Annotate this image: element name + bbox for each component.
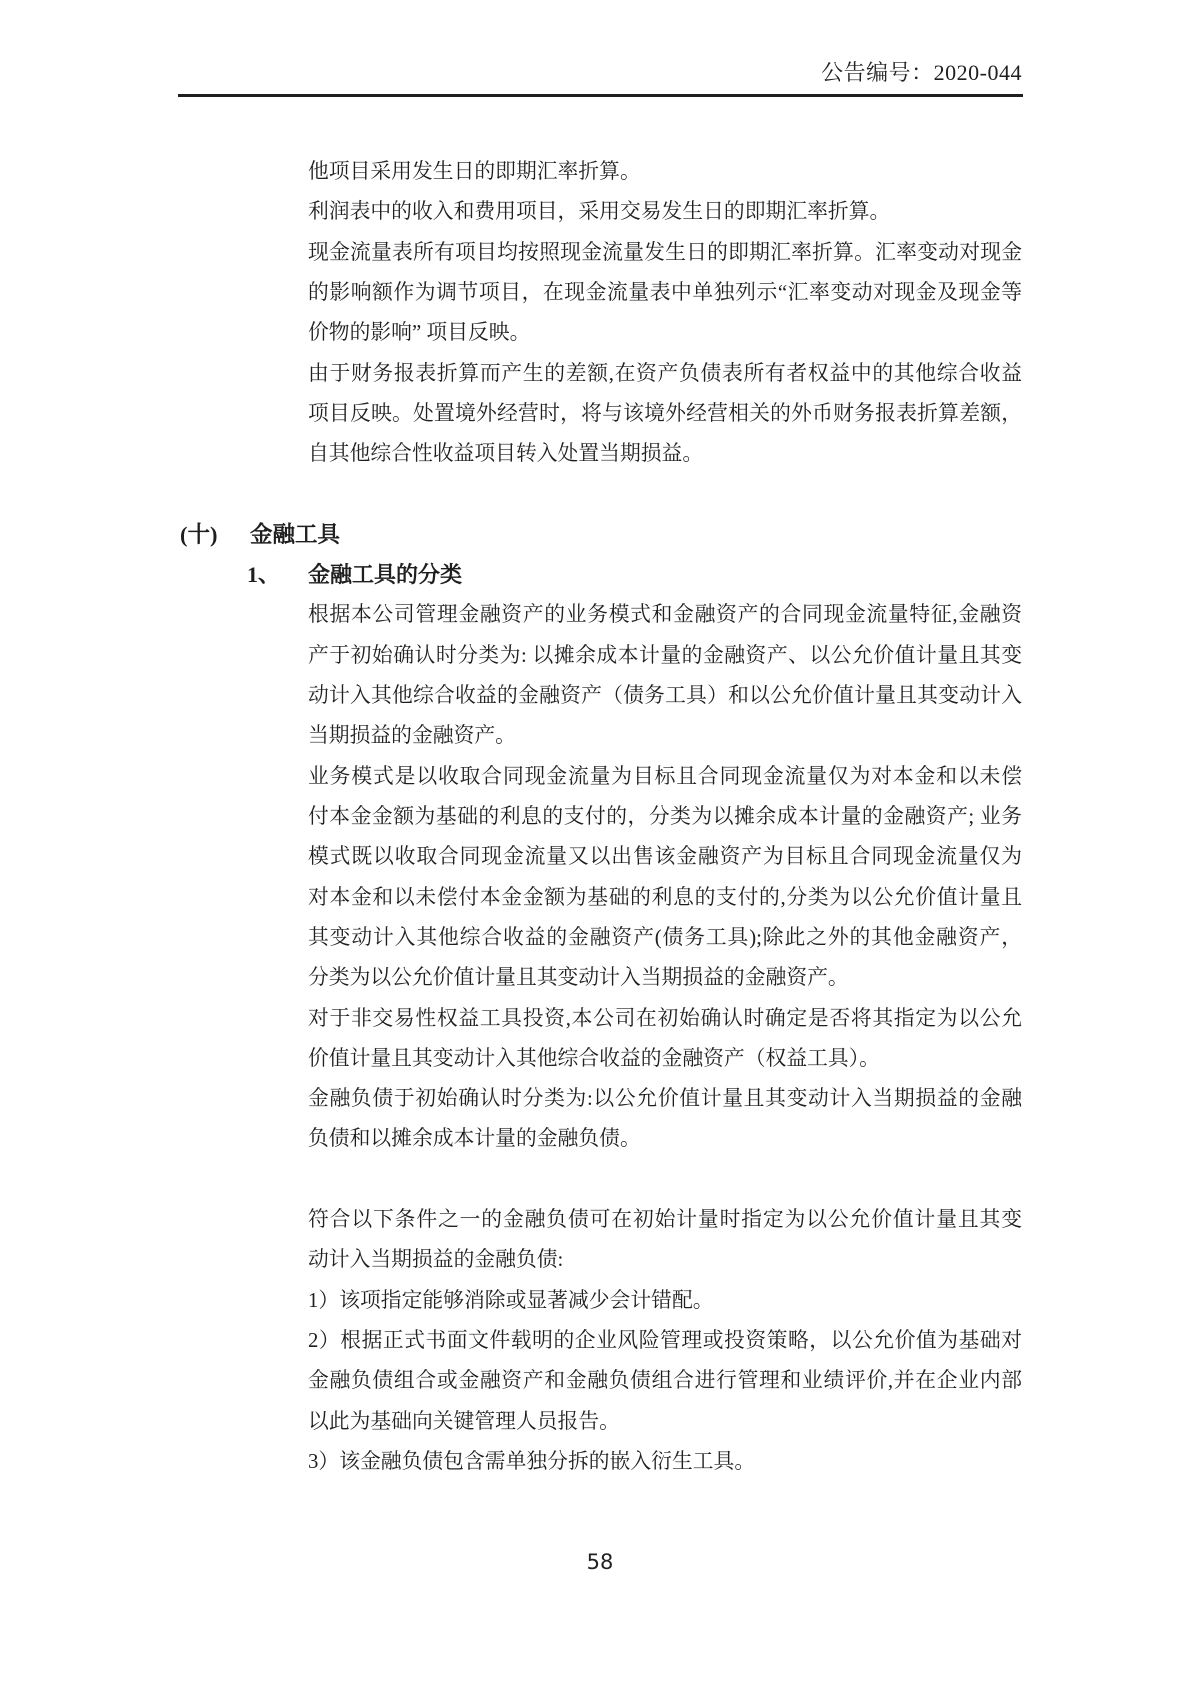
footer-page-number: 58 (586, 1550, 614, 1574)
section-subheading-title: 金融工具的分类 (308, 562, 463, 588)
body-line: 2）根据正式书面文件载明的企业风险管理或投资策略，以公允价值为基础对 (308, 1329, 1022, 1353)
body-line: 对本金和以未偿付本金金额为基础的利息的支付的,分类为以公允价值计量且 (308, 885, 1022, 909)
body-line: 对于非交易性权益工具投资,本公司在初始确认时确定是否将其指定为以公允 (308, 1006, 1022, 1030)
body-line: 1）该项指定能够消除或显著减少会计错配。 (308, 1288, 714, 1312)
blank-line (308, 1160, 1022, 1200)
section-heading (180, 515, 1022, 555)
body-line: 模式既以收取合同现金流量又以出售该金融资产为目标且合同现金流量仅为 (308, 845, 1022, 869)
header-doc-number: 公告编号：2020-044 (821, 60, 1022, 85)
body-line: 3）该金融负债包含需单独分拆的嵌入衍生工具。 (308, 1449, 756, 1473)
document-body (180, 152, 1022, 1482)
header-rule (178, 94, 1023, 97)
body-line: 的影响额作为调节项目，在现金流量表中单独列示“汇率变动对现金及现金等 (308, 280, 1022, 304)
body-line: 金融负债组合或金融资产和金融负债组合进行管理和业绩评价,并在企业内部 (308, 1369, 1022, 1393)
body-line: 他项目采用发生日的即期汇率折算。 (308, 160, 641, 183)
body-line: 产于初始确认时分类为: 以摊余成本计量的金融资产、以公允价值计量且其变 (308, 643, 1022, 667)
body-line: 自其他综合性收益项目转入处置当期损益。 (308, 442, 704, 466)
body-line: 动计入其他综合收益的金融资产（债务工具）和以公允价值计量且其变动计入 (308, 684, 1022, 708)
section-heading-number: (十) (180, 521, 218, 547)
body-line: 金融负债于初始确认时分类为:以公允价值计量且其变动计入当期损益的金融 (308, 1087, 1022, 1111)
body-line: 负债和以摊余成本计量的金融负债。 (308, 1127, 641, 1151)
body-line: 动计入当期损益的金融负债: (308, 1248, 564, 1272)
section-subheading-number: 1、 (247, 562, 281, 588)
body-line: 利润表中的收入和费用项目，采用交易发生日的即期汇率折算。 (308, 200, 891, 224)
section-subheading (247, 555, 1022, 595)
body-line: 当期损益的金融资产。 (308, 724, 516, 748)
body-line: 现金流量表所有项目均按照现金流量发生日的即期汇率折算。汇率变动对现金 (308, 240, 1022, 264)
body-line: 其变动计入其他综合收益的金融资产(债务工具);除此之外的其他金融资产， (308, 925, 1022, 949)
body-line: 价值计量且其变动计入其他综合收益的金融资产（权益工具）。 (308, 1046, 880, 1070)
section-heading-title: 金融工具 (250, 521, 341, 547)
body-line: 根据本公司管理金融资产的业务模式和金融资产的合同现金流量特征,金融资 (308, 603, 1022, 627)
body-line: 以此为基础向关键管理人员报告。 (308, 1409, 620, 1433)
body-line: 符合以下条件之一的金融负债可在初始计量时指定为以公允价值计量且其变 (308, 1208, 1022, 1232)
body-line: 业务模式是以收取合同现金流量为目标且合同现金流量仅为对本金和以未偿 (308, 764, 1022, 788)
blank-line (308, 475, 1022, 515)
body-line: 项目反映。处置境外经营时，将与该境外经营相关的外币财务报表折算差额， (308, 401, 1022, 425)
body-line: 分类为以公允价值计量且其变动计入当期损益的金融资产。 (308, 966, 849, 990)
body-line: 价物的影响” 项目反映。 (308, 321, 531, 345)
body-line: 付本金金额为基础的利息的支付的，分类为以摊余成本计量的金融资产; 业务 (308, 804, 1022, 828)
body-line: 由于财务报表折算而产生的差额,在资产负债表所有者权益中的其他综合收益 (308, 361, 1022, 385)
